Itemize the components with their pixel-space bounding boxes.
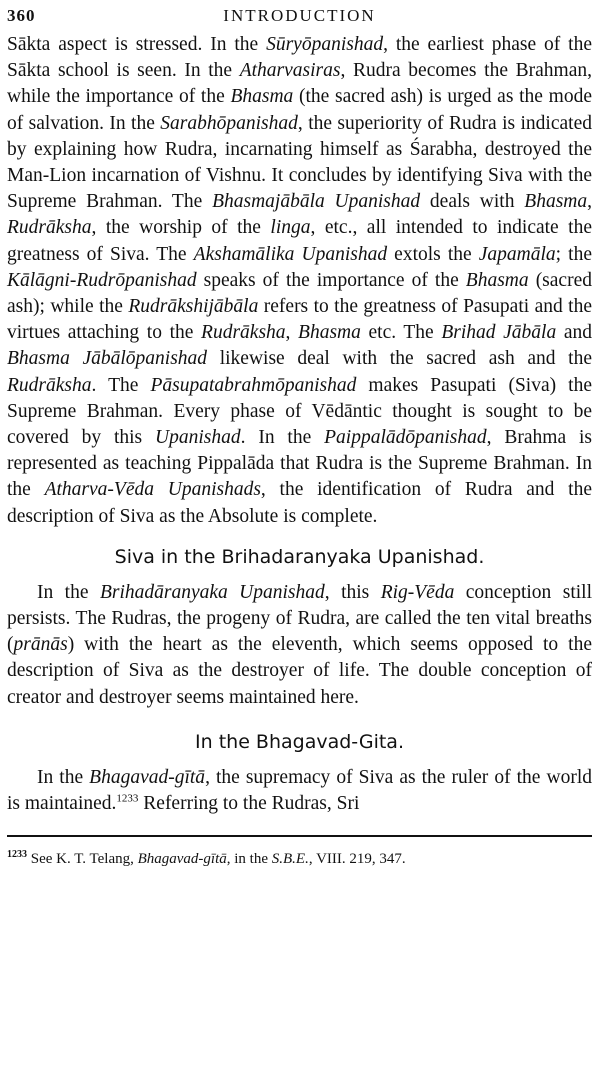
- footnote-reference[interactable]: 1233: [116, 792, 139, 805]
- running-title: INTRODUCTION: [223, 6, 376, 25]
- section-heading-brihadaranyaka: Siva in the Brihadaranyaka Upanishad.: [114, 545, 485, 568]
- section-heading-bhagavad-gita: In the Bhagavad-Gita.: [195, 730, 404, 753]
- paragraph-atharva-upanishads: Sākta aspect is stressed. In the Sūryōpanishad, the earliest phase of the Sākta school is seen. In the Atharvasiras, Rudra becomes the Brahman, while the importance of the Bhasma (the sacred ash) is urged as the mode of salvation. In the Sarabhōpanishad, the superiority of Rudra is indicated by explaining how Rudra, incarnating himself as Śarabha, destroyed the Man-Lion incarnation of Vishnu. It concludes by identifying Siva with the Supreme Brahman. The Bhasmajābāla Upanishad deals with Bhasma, Rudrāksha, the worship of the linga, etc., all intended to indicate the greatness of Siva. The Akshamālika Upanishad extols the Japamāla; the Kālāgni-Rudrōpanishad speaks of the importance of the Bhasma (sacred ash); while the Rudrākshijābāla refers to the greatness of Pasupati and the virtues attaching to the Rudrāksha, Bhasma etc. The Brihad Jābāla and Bhasma Jābālōpanishad likewise deal with the sacred ash and the Rudrāksha. The Pāsupatabrahmōpanishad makes Pasupati (Siva) the Supreme Brahman. Every phase of Vēdāntic thought is sought to be covered by this Upanishad. In the Paippalādōpanishad, Brahma is represented as teaching Pippalāda that Rudra is the Supreme Brahman. In the Atharva-Vēda Upanishads, the identification of Rudra and the description of Siva as the Absolute is complete.: [7, 34, 593, 527]
- running-head: [7, 4, 592, 32]
- footnote-divider: [7, 835, 592, 837]
- footnote-mark: 1233: [7, 849, 27, 861]
- page-number: 360: [7, 6, 36, 25]
- footnote-1233: $^{1233}$ See K. T. Telang, Bhagavad-gītā, in the S.B.E., VIII. 219, 347.: [7, 849, 406, 868]
- paragraph-brihadaranyaka: In the Brihadāranyaka Upanishad, this Rig-Vēda conception still persists. The Rudras, the progeny of Rudra, are called the ten vital breaths (prānās) with the heart as the eleventh, which seems opposed to the description of Siva as the destroyer of life. The double conception of creator and destroyer seems maintained here.: [7, 581, 592, 708]
- paragraph-bhagavad-gita: In the Bhagavad-gītā, the supremacy of Siva as the ruler of the world is maintained.$^{1233}$ Referring to the Rudras, Sri: [7, 766, 592, 815]
- body-text: [7, 32, 592, 817]
